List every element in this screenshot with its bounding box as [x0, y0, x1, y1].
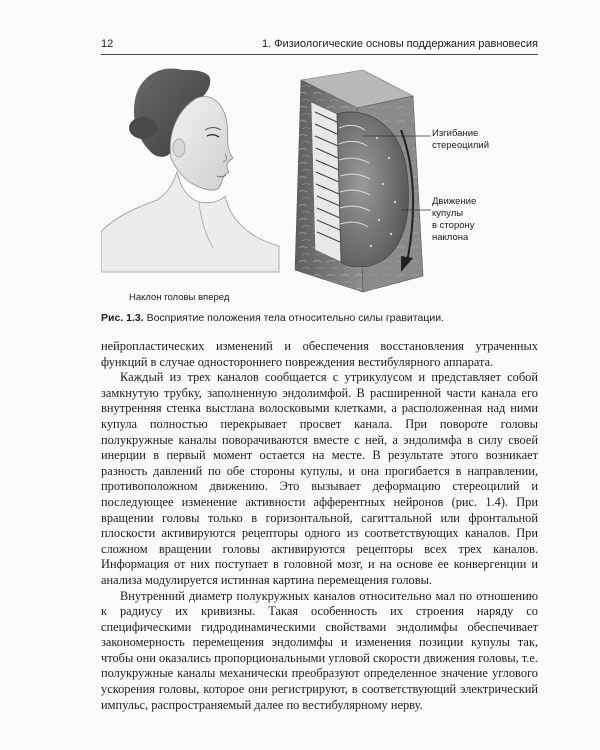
figure-caption	[101, 312, 538, 324]
paragraph-continued: нейропластических изменений и обеспечения восстановления утраченных функций в случае одностороннего повреждения вестибулярного аппарата.	[101, 339, 538, 369]
figure-number: Рис. 1.3.	[101, 312, 144, 324]
cupula-block-illustration	[295, 70, 423, 292]
paragraph-diameter: Внутренний диаметр полукружных каналов относительно мал по отношению к радиусу их кривизны. Такая особенность их строения наряду со специфическими гидродинамическими свойствами эндолимфы обеспечивает закономерность перемещения эндолимфы и изменения позиции купулы так, чтобы они оказались пропорциональными угловой скорости движения головы, т.е. полукружные каналы механически преобразуют определенное значение углового ускорения головы, которое они регистрируют, в соответствующий электрический импульс, распространяемый далее по вестибулярному нерву.	[101, 588, 538, 712]
figure-illustration	[101, 62, 538, 310]
label-stereocilia: Изгибание стереоцилий	[432, 128, 490, 151]
woman-head-illustration	[101, 68, 279, 272]
label-cupula-movement: Движение купулы в сторону наклона	[432, 196, 477, 243]
body-text	[101, 339, 538, 713]
paragraph-canals: Каждый из трех каналов сообщается с утрикулусом и представляет собой замкнутую трубку, заполненную эндолимфой. В расширенной части канала его внутренняя стенка выстлана волосковыми клетками, а расположенная над ними купула полностью перекрывает просвет канала. При повороте головы полукружные каналы поворачиваются вместе с ней, а эндолимфа в силу своей инерции в первый момент остается на месте. В результате этого возникает разность давлений по обе стороны купулы, и она прогибается в направлении, противоположном движению. Это вызывает деформацию стереоцилий и последующее изменение активности афферентных нейронов (рис. 1.4). При вращении головы только в горизонтальной, сагиттальной или фронтальной плоскости активируются рецепторы одного из соответствующих каналов. При сложном вращении головы активируются рецепторы всех трех каналов. Информация от них поступает в головной мозг, и на основе ее конвергенции и анализа модулируется истинная картина перемещения головы.	[101, 370, 538, 587]
page-number: 12	[101, 38, 114, 50]
figure-caption-text: Восприятие положения тела относительно силы гравитации.	[146, 312, 444, 324]
page-header	[101, 36, 538, 55]
label-head-tilt: Наклон головы вперед	[129, 292, 230, 303]
running-title: 1. Физиологические основы поддержания равновесия	[261, 38, 538, 50]
figure-1-3	[101, 62, 538, 310]
